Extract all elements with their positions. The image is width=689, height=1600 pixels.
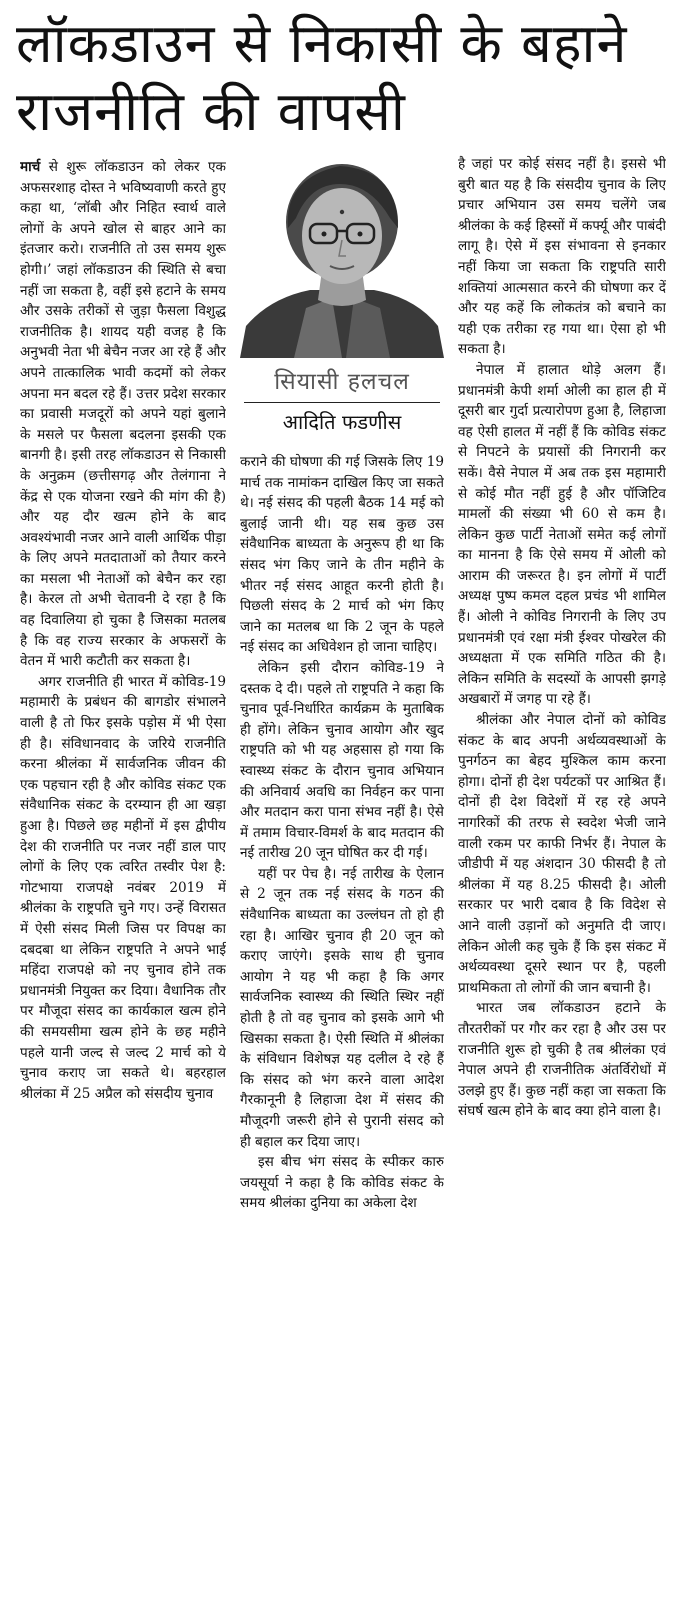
paragraph: श्रीलंका और नेपाल दोनों को कोविड संकट के बाद अपनी अर्थव्यवस्थाओं के पुनर्गठन का बेहद मुश्किल काम करना होगा। दोनों ही देश पर्यटकों पर आश्रित हैं। दोनों ही देश विदेशों में रह रहे अपने नागरिकों की तरफ से स्वदेश भेजी जाने वाली रकम पर काफी निर्भर हैं। नेपाल के जीडीपी में यह अंशदान 30 फीसदी है तो श्रीलंका में यह 8.25 फीसदी है। ओली सरकार पर भारी दबाव है कि विदेश से आने वाली उड़ानों को अनुमति दी जाए। लेकिन ओली कह चुके हैं कि इस संकट में अर्थव्यवस्था दूसरे स्थान पर है, पहली प्राथमिकता तो लोगों की जान बचानी है।	[458, 712, 666, 996]
column-name: सियासी हलचल	[274, 369, 410, 395]
article-column-1	[20, 157, 226, 1597]
headline: लॉकडाउन से निकासी के बहाने राजनीति की वापसी	[16, 12, 628, 143]
article-column-3	[458, 154, 666, 1597]
paragraph: है जहां पर कोई संसद नहीं है। इससे भी बुरी बात यह है कि संसदीय चुनाव के लिए प्रचार अभियान उस समय चलेंगे जब श्रीलंका के कई हिस्सों में कर्फ्यू और पाबंदी लागू है। ऐसे में इस संभावना से इनकार नहीं किया जा सकता कि राष्ट्रपति सारी शक्तियां आत्मसात करने की घोषणा कर दें और यह कहें कि लोकतंत्र को बचाने का यही एक तरीका रह गया था। ऐसा हो भी सकता है।	[458, 156, 666, 358]
paragraph: लेकिन इसी दौरान कोविड-19 ने दस्तक दे दी। पहले तो राष्ट्रपति ने कहा कि चुनाव पूर्व-निर्धारित कार्यक्रम के मुताबिक ही होंगे। लेकिन चुनाव आयोग और खुद राष्ट्रपति को भी यह अहसास हो गया कि स्वास्थ्य संकट के दौरान चुनाव अभियान की अनिवार्य अवधि का निर्वहन कर पाना और मतदान करा पाना संभव नहीं है। ऐसे में तमाम विचार-विमर्श के बाद मतदान की नई तारीख 20 जून घोषित कर दी गई।	[240, 659, 444, 862]
divider	[244, 402, 440, 403]
paragraph: अगर राजनीति ही भारत में कोविड-19 महामारी के प्रबंधन की बागडोर संभालने वाली है तो फिर इसके पड़ोस में भी ऐसा ही है। संविधानवाद के जरिये राजनीति करना श्रीलंका में सार्वजनिक जीवन की एक पहचान रही है और कोविड संकट एक संवैधानिक संकट के दरम्यान ही आ खड़ा हुआ है। पिछले छह महीनों में इस द्वीपीय देश की राजनीति पर नजर नहीं डाल पाए लोगों के लिए एक त्वरित तस्वीर पेश है: गोटभाया राजपक्षे नवंबर 2019 में श्रीलंका के राष्ट्रपति चुने गए। उन्हें विरासत में ऐसी संसद मिली जिस पर विपक्ष का दबदबा था लेकिन राष्ट्रपति ने अपने भाई महिंदा राजपक्षे को नए चुनाव होने तक प्रधानमंत्री नियुक्त कर दिया। वैधानिक तौर पर मौजूदा संसद का कार्यकाल खत्म होने की समयसीमा खत्म होने के छह महीने पहले यानी जल्द से जल्द 2 मार्च को ये चुनाव कराए जा सकते थे। बहरहाल श्रीलंका में 25 अप्रैल को संसदीय चुनाव	[20, 673, 226, 1102]
lead-word: मार्च	[20, 159, 41, 175]
article-column-2	[240, 452, 444, 1597]
author-portrait	[240, 158, 444, 358]
author-portrait-icon	[240, 158, 444, 358]
paragraph-text: से शुरू लॉकडाउन को लेकर एक अफसरशाह दोस्त ने भविष्यवाणी करते हुए कहा था, ‘लॉबी और निहित स्वार्थ वाले लोगों के अपने खोल से बाहर आने का इंतजार करो। राजनीति तो उस समय शुरू होगी।’ जहां लॉकडाउन की स्थिति से बचा नहीं जा सकता है, वहीं इसे हटाने के समय और उसके तरीकों से जुड़ा फैसला विशुद्ध राजनीतिक है। शायद यही वजह है कि अनुभवी नेता भी बेचैन नजर आ रहे हैं और अपने तात्कालिक भावी कदमों को लेकर अपना मन बदल रहे हैं। उत्तर प्रदेश सरकार का प्रवासी मजदूरों को अपने यहां बुलाने के मसले पर फैसला बदलना इसकी एक बानगी है। इसी तरह लॉकडाउन से निकासी के अनुक्रम (छत्तीसगढ़ और तेलंगाना ने केंद्र से एक योजना रखने की मांग की है) और यह दौर खत्म होने के बाद अवश्यंभावी नजर आने वाली आर्थिक पीड़ा के लिए अपने मतदाताओं को तैयार करने का मसला भी नेताओं को बेचैन कर रहा है। केरल तो अभी चेतावनी दे रहा है कि वह दिवालिया हो चुका है जिसका मतलब है कि वह राज्य सरकार के अफसरों के वेतन में भारी कटौती कर सकता है।	[20, 159, 226, 670]
author-byline: आदिति फडणीस	[282, 410, 402, 434]
paragraph: भारत जब लॉकडाउन हटाने के तौरतरीकों पर गौर कर रहा है और उस पर राजनीति शुरू हो चुकी है तब श्रीलंका एवं नेपाल अपने ही राजनीतिक अंतर्विरोधों में उलझे हुए हैं। कुछ नहीं कहा जा सकता कि संघर्ष खत्म होने के बाद क्या होने वाला है।	[458, 1000, 666, 1120]
paragraph: कराने की घोषणा की गई जिसके लिए 19 मार्च तक नामांकन दाखिल किए जा सकते थे। नई संसद की पहली बैठक 14 मई को बुलाई जानी थी। यह सब कुछ उस संवैधानिक बाध्यता के अनुरूप ही था कि संसद भंग किए जाने के तीन महीने के भीतर नई संसद आहूत करनी होती है। पिछली संसद के 2 मार्च को भंग किए जाने का मतलब था कि 2 जून के पहले नई संसद का अधिवेशन हो जाना चाहिए।	[240, 454, 444, 656]
paragraph	[20, 157, 226, 672]
paragraph: यहीं पर पेच है। नई तारीख के ऐलान से 2 जून तक नई संसद के गठन की संवैधानिक बाध्यता का उल्लंघन तो हो ही रहा है। आखिर चुनाव ही 20 जून को कराए जाएंगे। इसके साथ ही चुनाव आयोग ने यह भी कहा है कि अगर सार्वजनिक स्वास्थ्य की स्थिति स्थिर नहीं होती है तो वह चुनाव को इसके आगे भी खिसका सकता है। ऐसी स्थिति में श्रीलंका के संविधान विशेषज्ञ यह दलील दे रहे हैं कि संसद को भंग करने वाला आदेश गैरकानूनी है लिहाजा देश में संसद की मौजूदगी जरूरी होने से पुरानी संसद को ही बहाल कर दिया जाए।	[240, 865, 444, 1150]
paragraph: नेपाल में हालात थोड़े अलग हैं। प्रधानमंत्री केपी शर्मा ओली का हाल ही में दूसरी बार गुर्दा प्रत्यारोपण हुआ है, लिहाजा वह ऐसी हालत में नहीं हैं कि कोविड संकट से निपटने के प्रयासों की निगरानी कर सकें। वैसे नेपाल में अब तक इस महामारी से कोई मौत नहीं हुई है और पॉजिटिव मामलों की संख्या भी 60 से कम है। लेकिन कुछ पार्टी नेताओं समेत कई लोगों का मानना है कि ऐसे समय में ओली को आराम की जरूरत है। इन लोगों में पार्टी अध्यक्ष पुष्प कमल दहल प्रचंड भी शामिल हैं। ओली ने कोविड निगरानी के लिए उप प्रधानमंत्री एवं रक्षा मंत्री ईश्वर पोखरेल की अध्यक्षता में एक समिति गठित की है। लेकिन समिति के सदस्यों के आपसी झगड़े अखबारों में जगह पा रहे हैं।	[458, 361, 666, 708]
paragraph: इस बीच भंग संसद के स्पीकर कारु जयसूर्या ने कहा है कि कोविड संकट के समय श्रीलंका दुनिया का अकेला देश	[240, 1154, 444, 1212]
